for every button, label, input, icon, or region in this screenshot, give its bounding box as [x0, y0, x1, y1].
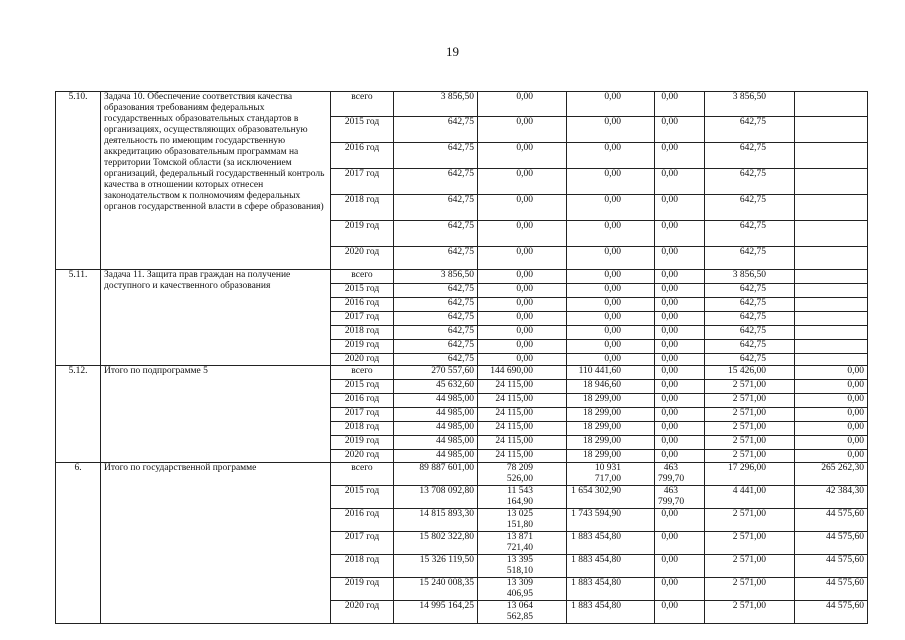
local-cell: 0,00: [655, 117, 705, 143]
other-cell: 642,75: [705, 284, 795, 298]
budget-table: [55, 91, 868, 624]
local-cell: 0,00: [655, 143, 705, 169]
federal-cell: 0,00: [478, 195, 567, 221]
regional-cell: 18 299,00: [567, 408, 655, 422]
local-cell: 0,00: [655, 578, 705, 601]
federal-cell: 0,00: [478, 354, 567, 366]
federal-cell: 24 115,00: [478, 436, 567, 450]
year-cell: 2019 год: [331, 221, 394, 247]
total-cell: 14 815 893,30: [394, 509, 478, 532]
other-cell: 642,75: [705, 340, 795, 354]
federal-cell: 144 690,00: [478, 366, 567, 380]
section-title: Задача 11. Защита прав граждан на получение доступного и качественного образования: [101, 270, 331, 366]
extra-cell: [795, 270, 868, 284]
local-cell: 0,00: [655, 312, 705, 326]
local-cell: 0,00: [655, 422, 705, 436]
section-number: 5.12.: [56, 366, 101, 463]
total-cell: 44 985,00: [394, 436, 478, 450]
page-number: 19: [446, 44, 459, 59]
regional-cell: 18 299,00: [567, 450, 655, 463]
section-number: 6.: [56, 463, 101, 624]
year-cell: 2020 год: [331, 450, 394, 463]
extra-cell: [795, 195, 868, 221]
total-cell: 3 856,50: [394, 270, 478, 284]
other-cell: 2 571,00: [705, 436, 795, 450]
local-cell: 463 799,70: [655, 486, 705, 509]
federal-cell: 0,00: [478, 92, 567, 117]
other-cell: 4 441,00: [705, 486, 795, 509]
regional-cell: 0,00: [567, 117, 655, 143]
federal-cell: 0,00: [478, 117, 567, 143]
extra-cell: 0,00: [795, 366, 868, 380]
regional-cell: 1 654 302,90: [567, 486, 655, 509]
local-cell: 0,00: [655, 169, 705, 195]
federal-cell: 0,00: [478, 270, 567, 284]
other-cell: 2 571,00: [705, 450, 795, 463]
table-row: [56, 366, 868, 380]
extra-cell: 0,00: [795, 436, 868, 450]
local-cell: 0,00: [655, 298, 705, 312]
regional-cell: 0,00: [567, 270, 655, 284]
extra-cell: 44 575,60: [795, 601, 868, 624]
federal-cell: 0,00: [478, 221, 567, 247]
total-cell: 642,75: [394, 169, 478, 195]
total-cell: 642,75: [394, 326, 478, 340]
extra-cell: 0,00: [795, 450, 868, 463]
total-cell: 13 708 092,80: [394, 486, 478, 509]
regional-cell: 1 743 594,90: [567, 509, 655, 532]
year-cell: 2020 год: [331, 354, 394, 366]
regional-cell: 0,00: [567, 221, 655, 247]
federal-cell: 0,00: [478, 284, 567, 298]
extra-cell: 0,00: [795, 408, 868, 422]
local-cell: 0,00: [655, 509, 705, 532]
year-cell: 2017 год: [331, 312, 394, 326]
federal-cell: 24 115,00: [478, 450, 567, 463]
regional-cell: 0,00: [567, 312, 655, 326]
local-cell: 0,00: [655, 247, 705, 270]
local-cell: 0,00: [655, 284, 705, 298]
other-cell: 2 571,00: [705, 394, 795, 408]
total-cell: 642,75: [394, 354, 478, 366]
year-cell: 2019 год: [331, 436, 394, 450]
budget-table-body: [56, 92, 868, 624]
year-cell: 2017 год: [331, 169, 394, 195]
regional-cell: 0,00: [567, 247, 655, 270]
other-cell: 3 856,50: [705, 92, 795, 117]
total-cell: 44 985,00: [394, 408, 478, 422]
extra-cell: [795, 92, 868, 117]
section-title: Итого по подпрограмме 5: [101, 366, 331, 463]
total-cell: 44 985,00: [394, 422, 478, 436]
table-row: [56, 270, 868, 284]
year-cell: 2016 год: [331, 298, 394, 312]
extra-cell: [795, 117, 868, 143]
total-cell: 44 985,00: [394, 394, 478, 408]
total-cell: 15 326 119,50: [394, 555, 478, 578]
federal-cell: 13 064 562,85: [478, 601, 567, 624]
other-cell: 2 571,00: [705, 578, 795, 601]
year-cell: 2015 год: [331, 486, 394, 509]
regional-cell: 18 299,00: [567, 422, 655, 436]
year-cell: 2018 год: [331, 555, 394, 578]
other-cell: 642,75: [705, 169, 795, 195]
regional-cell: 0,00: [567, 284, 655, 298]
total-cell: 642,75: [394, 221, 478, 247]
other-cell: 2 571,00: [705, 509, 795, 532]
federal-cell: 0,00: [478, 326, 567, 340]
extra-cell: 42 384,30: [795, 486, 868, 509]
local-cell: 0,00: [655, 366, 705, 380]
federal-cell: 0,00: [478, 169, 567, 195]
year-cell: всего: [331, 270, 394, 284]
year-cell: 2020 год: [331, 601, 394, 624]
extra-cell: [795, 221, 868, 247]
total-cell: 642,75: [394, 340, 478, 354]
local-cell: 0,00: [655, 195, 705, 221]
other-cell: 2 571,00: [705, 422, 795, 436]
other-cell: 642,75: [705, 312, 795, 326]
regional-cell: 1 883 454,80: [567, 578, 655, 601]
federal-cell: 0,00: [478, 298, 567, 312]
year-cell: 2018 год: [331, 195, 394, 221]
total-cell: 44 985,00: [394, 450, 478, 463]
regional-cell: 18 946,60: [567, 380, 655, 394]
local-cell: 463 799,70: [655, 463, 705, 486]
local-cell: 0,00: [655, 555, 705, 578]
regional-cell: 10 931 717,00: [567, 463, 655, 486]
regional-cell: 1 883 454,80: [567, 601, 655, 624]
regional-cell: 0,00: [567, 326, 655, 340]
federal-cell: 0,00: [478, 340, 567, 354]
total-cell: 642,75: [394, 143, 478, 169]
extra-cell: 44 575,60: [795, 555, 868, 578]
regional-cell: 0,00: [567, 92, 655, 117]
extra-cell: 0,00: [795, 394, 868, 408]
table-row: [56, 92, 868, 117]
total-cell: 15 802 322,80: [394, 532, 478, 555]
federal-cell: 24 115,00: [478, 394, 567, 408]
regional-cell: 110 441,60: [567, 366, 655, 380]
federal-cell: 0,00: [478, 312, 567, 326]
local-cell: 0,00: [655, 340, 705, 354]
total-cell: 89 887 601,00: [394, 463, 478, 486]
local-cell: 0,00: [655, 92, 705, 117]
local-cell: 0,00: [655, 354, 705, 366]
total-cell: 3 856,50: [394, 92, 478, 117]
year-cell: 2019 год: [331, 578, 394, 601]
other-cell: 15 426,00: [705, 366, 795, 380]
regional-cell: 0,00: [567, 169, 655, 195]
other-cell: 2 571,00: [705, 601, 795, 624]
other-cell: 642,75: [705, 117, 795, 143]
other-cell: 642,75: [705, 354, 795, 366]
year-cell: 2016 год: [331, 394, 394, 408]
local-cell: 0,00: [655, 450, 705, 463]
regional-cell: 0,00: [567, 143, 655, 169]
extra-cell: 44 575,60: [795, 509, 868, 532]
other-cell: 642,75: [705, 326, 795, 340]
other-cell: 3 856,50: [705, 270, 795, 284]
federal-cell: 13 395 518,10: [478, 555, 567, 578]
local-cell: 0,00: [655, 221, 705, 247]
other-cell: 642,75: [705, 143, 795, 169]
other-cell: 642,75: [705, 221, 795, 247]
extra-cell: 265 262,30: [795, 463, 868, 486]
extra-cell: 0,00: [795, 422, 868, 436]
other-cell: 642,75: [705, 298, 795, 312]
federal-cell: 0,00: [478, 143, 567, 169]
local-cell: 0,00: [655, 601, 705, 624]
other-cell: 2 571,00: [705, 555, 795, 578]
other-cell: 2 571,00: [705, 380, 795, 394]
total-cell: 14 995 164,25: [394, 601, 478, 624]
extra-cell: [795, 169, 868, 195]
total-cell: 642,75: [394, 117, 478, 143]
local-cell: 0,00: [655, 380, 705, 394]
extra-cell: [795, 298, 868, 312]
federal-cell: 24 115,00: [478, 380, 567, 394]
year-cell: 2020 год: [331, 247, 394, 270]
year-cell: 2016 год: [331, 509, 394, 532]
regional-cell: 0,00: [567, 340, 655, 354]
year-cell: 2017 год: [331, 532, 394, 555]
other-cell: 642,75: [705, 195, 795, 221]
federal-cell: 0,00: [478, 247, 567, 270]
regional-cell: 0,00: [567, 354, 655, 366]
extra-cell: [795, 284, 868, 298]
other-cell: 17 296,00: [705, 463, 795, 486]
year-cell: всего: [331, 366, 394, 380]
regional-cell: 18 299,00: [567, 394, 655, 408]
section-number: 5.11.: [56, 270, 101, 366]
extra-cell: [795, 354, 868, 366]
year-cell: 2019 год: [331, 340, 394, 354]
total-cell: 45 632,60: [394, 380, 478, 394]
regional-cell: 0,00: [567, 298, 655, 312]
total-cell: 15 240 008,35: [394, 578, 478, 601]
year-cell: 2017 год: [331, 408, 394, 422]
year-cell: 2018 год: [331, 326, 394, 340]
extra-cell: [795, 326, 868, 340]
year-cell: всего: [331, 92, 394, 117]
section-number: 5.10.: [56, 92, 101, 270]
total-cell: 642,75: [394, 312, 478, 326]
regional-cell: 18 299,00: [567, 436, 655, 450]
local-cell: 0,00: [655, 394, 705, 408]
federal-cell: 11 543 164,90: [478, 486, 567, 509]
extra-cell: 0,00: [795, 380, 868, 394]
total-cell: 642,75: [394, 247, 478, 270]
regional-cell: 0,00: [567, 195, 655, 221]
extra-cell: 44 575,60: [795, 532, 868, 555]
total-cell: 642,75: [394, 284, 478, 298]
local-cell: 0,00: [655, 436, 705, 450]
local-cell: 0,00: [655, 408, 705, 422]
extra-cell: [795, 247, 868, 270]
federal-cell: 24 115,00: [478, 422, 567, 436]
total-cell: 642,75: [394, 298, 478, 312]
year-cell: 2015 год: [331, 117, 394, 143]
year-cell: всего: [331, 463, 394, 486]
federal-cell: 78 209 526,00: [478, 463, 567, 486]
year-cell: 2015 год: [331, 380, 394, 394]
local-cell: 0,00: [655, 326, 705, 340]
year-cell: 2016 год: [331, 143, 394, 169]
federal-cell: 13 025 151,80: [478, 509, 567, 532]
year-cell: 2018 год: [331, 422, 394, 436]
federal-cell: 13 309 406,95: [478, 578, 567, 601]
extra-cell: [795, 340, 868, 354]
federal-cell: 13 871 721,40: [478, 532, 567, 555]
extra-cell: [795, 312, 868, 326]
section-title: Задача 10. Обеспечение соответствия качества образования требованиям федеральных государственных образовательных стандартов в организациях, осуществляющих образовательную деятельность по имеющим государственную аккредитацию образовательным программам на территории Томской области (за исключением организаций, федеральный государственный контроль качества в отношении которых отнесен законодательством к полномочиям федеральных органов государственной власти в сфере образования): [101, 92, 331, 270]
section-title: Итого по государственной программе: [101, 463, 331, 624]
federal-cell: 24 115,00: [478, 408, 567, 422]
extra-cell: [795, 143, 868, 169]
year-cell: 2015 год: [331, 284, 394, 298]
table-row: [56, 463, 868, 486]
other-cell: 2 571,00: [705, 532, 795, 555]
total-cell: 642,75: [394, 195, 478, 221]
other-cell: 642,75: [705, 247, 795, 270]
total-cell: 270 557,60: [394, 366, 478, 380]
extra-cell: 44 575,60: [795, 578, 868, 601]
other-cell: 2 571,00: [705, 408, 795, 422]
local-cell: 0,00: [655, 270, 705, 284]
regional-cell: 1 883 454,80: [567, 532, 655, 555]
regional-cell: 1 883 454,80: [567, 555, 655, 578]
local-cell: 0,00: [655, 532, 705, 555]
